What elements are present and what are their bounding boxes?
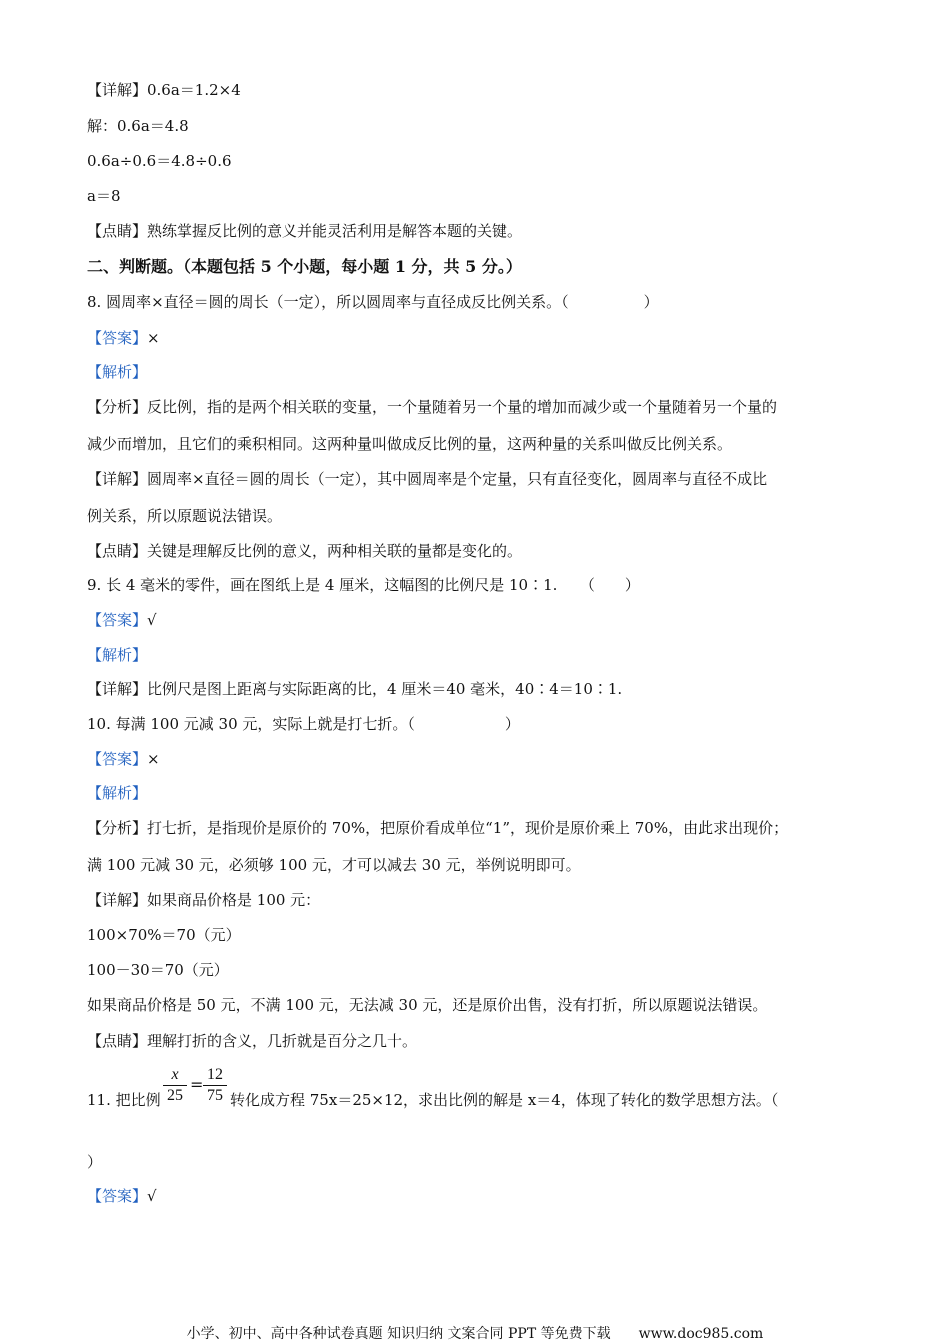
text-line: 100×70%＝70（元） <box>87 926 241 944</box>
page-footer: 小学、初中、高中各种试卷真题 知识归纳 文案合同 PPT 等免费下载 www.doc985.com <box>186 1326 764 1342</box>
text-line: ） <box>87 1153 103 1171</box>
answer-label: 【答案】 <box>87 1187 148 1205</box>
text-line: a＝8 <box>87 187 121 205</box>
answer-label: 【答案】 <box>87 750 148 768</box>
text-line: 【解析】 <box>87 784 148 802</box>
text-line: 二、判断题。（本题包括 5 个小题，每小题 1 分，共 5 分。） <box>87 257 522 276</box>
text-line: 【分析】反比例，指的是两个相关联的变量，一个量随着另一个量的增加而减少或一个量随着另一个量的 <box>87 398 778 416</box>
question-11-text: 转化成方程 75x＝25×12，求出比例的解是 x＝4，体现了转化的数学思想方法。（ <box>230 1091 779 1109</box>
text-line: 【解析】 <box>87 363 148 381</box>
text-line: 【点睛】熟练掌握反比例的意义并能灵活利用是解答本题的关键。 <box>87 222 523 240</box>
fraction-numerator: 12 <box>207 1066 223 1083</box>
text-line: 8. 圆周率×直径＝圆的周长（一定），所以圆周率与直径成反比例关系。（ ） <box>87 293 659 311</box>
fraction-bar <box>163 1085 187 1086</box>
text-line: 减少而增加，且它们的乘积相同。这两种量叫做成反比例的量，这两种量的关系叫做反比例关系。 <box>87 435 733 453</box>
fraction-12-over-75 <box>203 1066 227 1105</box>
text-line: 【详解】比例尺是图上距离与实际距离的比，4 厘米＝40 毫米，40∶4＝10∶1. <box>87 680 623 698</box>
fraction-x-over-25 <box>163 1066 187 1105</box>
text-line: 【答案】√ <box>87 611 157 629</box>
text-line: 10. 每满 100 元减 30 元，实际上就是打七折。（ ） <box>87 715 520 733</box>
fraction-bar <box>203 1085 227 1086</box>
text-line: 满 100 元减 30 元，必须够 100 元，才可以减去 30 元，举例说明即可。 <box>87 856 581 874</box>
answer-label: 【答案】 <box>87 329 148 347</box>
text-line: 【详解】0.6a＝1.2×4 <box>87 81 241 99</box>
text-line: 【解析】 <box>87 646 148 664</box>
fraction-denominator: 75 <box>207 1087 223 1104</box>
equals-sign: = <box>190 1075 204 1094</box>
text-line: 11. 把比例 <box>87 1091 161 1109</box>
text-line: 【分析】打七折，是指现价是原价的 70%，把原价看成单位“1”，现价是原价乘上 70%，由此求出现价； <box>87 819 789 837</box>
text-line: 例关系，所以原题说法错误。 <box>87 507 283 525</box>
text-line: 【点睛】理解打折的含义，几折就是百分之几十。 <box>87 1032 418 1050</box>
text-line: 如果商品价格是 50 元，不满 100 元，无法减 30 元，还是原价出售，没有打折，所以原题说法错误。 <box>87 996 768 1014</box>
text-line: 【答案】√ <box>87 1187 157 1205</box>
text-line: 【详解】圆周率×直径＝圆的周长（一定），其中圆周率是个定量，只有直径变化，圆周率与直径不成比 <box>87 470 768 488</box>
answer-label: 【答案】 <box>87 611 148 629</box>
text-line: 【答案】× <box>87 329 160 347</box>
text-line: 9. 长 4 毫米的零件，画在图纸上是 4 厘米，这幅图的比例尺是 10∶1. （ ） <box>87 576 640 594</box>
fraction-numerator: x <box>171 1066 179 1083</box>
text-line: 100－30＝70（元） <box>87 961 229 979</box>
text-line: 【详解】如果商品价格是 100 元： <box>87 891 321 909</box>
text-line: 【答案】× <box>87 750 160 768</box>
text-line: 【点睛】关键是理解反比例的意义，两种相关联的量都是变化的。 <box>87 542 523 560</box>
text-line: 0.6a÷0.6＝4.8÷0.6 <box>87 152 232 170</box>
text-line: 解：0.6a＝4.8 <box>87 117 189 135</box>
fraction-denominator: 25 <box>167 1087 183 1104</box>
